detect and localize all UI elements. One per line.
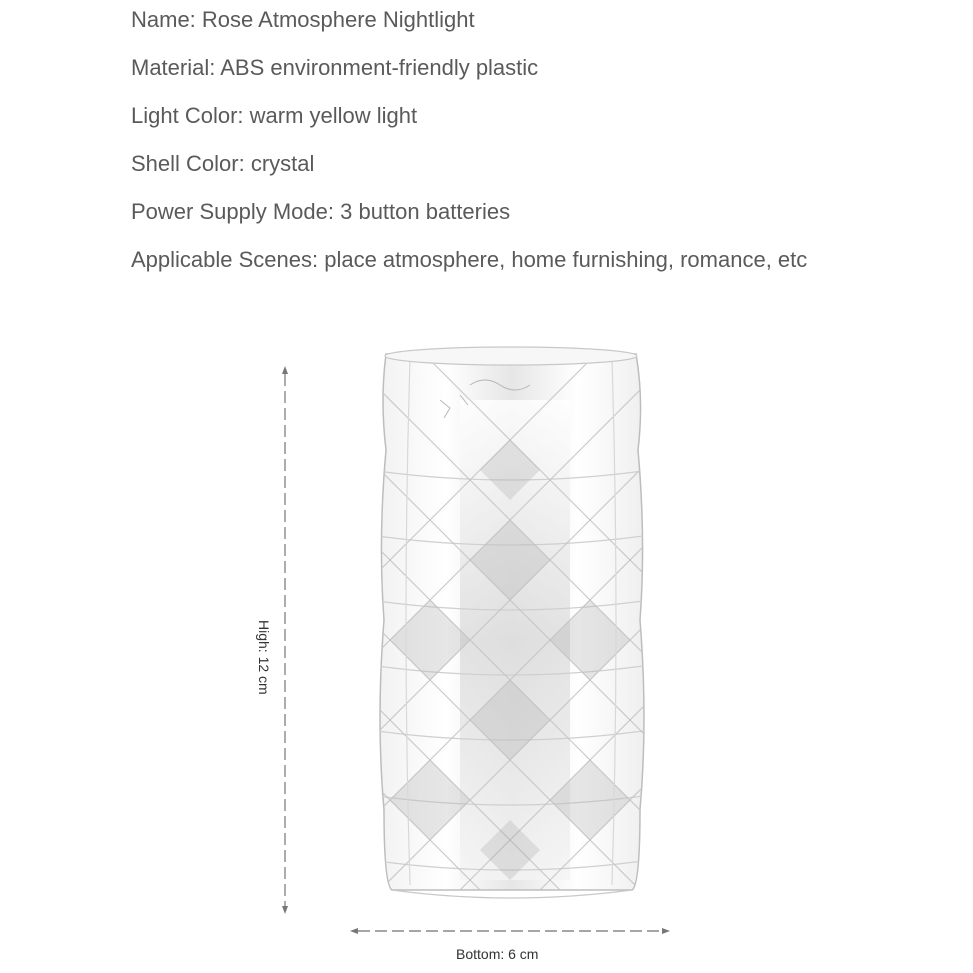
crystal-top-rim [385,347,637,365]
spec-name: Name: Rose Atmosphere Nightlight [131,7,475,32]
height-dimension-arrow [270,366,300,914]
spec-light-color: Light Color: warm yellow light [131,103,418,128]
spec-list [131,8,807,296]
crystal-nightlight-image [350,340,670,920]
spec-applicable-scenes: Applicable Scenes: place atmosphere, home furnishing, romance, etc [131,247,808,272]
bottom-label: Bottom: 6 cm [456,946,539,962]
spec-shell-color: Shell Color: crystal [131,151,315,176]
bottom-dimension-arrow [350,920,670,940]
spec-power-supply: Power Supply Mode: 3 button batteries [131,199,511,224]
height-label: High: 12 cm [256,620,272,695]
spec-material: Material: ABS environment-friendly plastic [131,55,539,80]
